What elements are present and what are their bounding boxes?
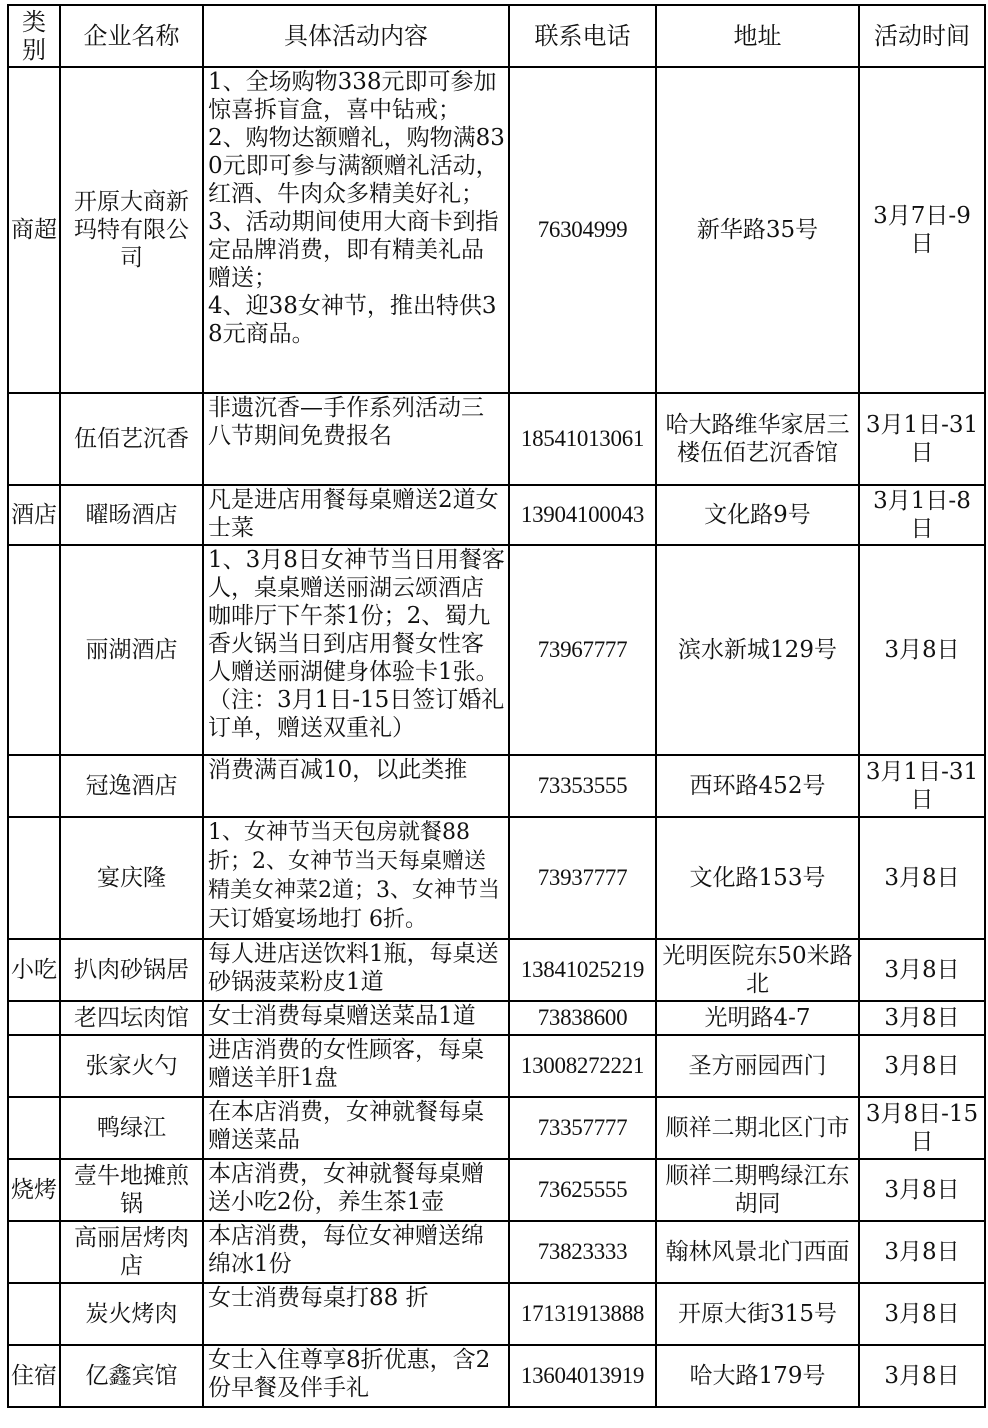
time-cell: 3月8日 (859, 939, 985, 1001)
table-row (8, 485, 985, 545)
table-row (8, 1345, 985, 1407)
table-row (8, 1097, 985, 1159)
time-cell: 3月8日 (859, 1345, 985, 1407)
content-cell: 在本店消费，女神就餐每桌赠送菜品 (203, 1097, 509, 1159)
content-cell: 1、3月8日女神节当日用餐客人，桌桌赠送丽湖云颂酒店咖啡厅下午茶1份；2、蜀九香火锅当日到店用餐女性客人赠送丽湖健身体验卡1张。（注：3月1日-15日签订婚礼订单，赠送双重礼） (203, 545, 509, 755)
phone-cell: 73823333 (509, 1221, 656, 1283)
company-cell: 鸭绿江 (60, 1097, 203, 1159)
company-cell: 壹牛地摊煎锅 (60, 1159, 203, 1221)
time-cell: 3月1日-31日 (859, 393, 985, 485)
content-cell: 本店消费，每位女神赠送绵绵冰1份 (203, 1221, 509, 1283)
phone-cell: 13604013919 (509, 1345, 656, 1407)
time-cell: 3月1日-8日 (859, 485, 985, 545)
header-content: 具体活动内容 (203, 5, 509, 67)
table-row (8, 1001, 985, 1035)
category-cell: 商超 (8, 67, 60, 393)
table-row (8, 545, 985, 755)
table-row (8, 393, 985, 485)
table-row (8, 67, 985, 393)
company-cell: 扒肉砂锅居 (60, 939, 203, 1001)
category-cell: 住宿 (8, 1345, 60, 1407)
time-cell: 3月8日 (859, 817, 985, 939)
company-cell: 张家火勺 (60, 1035, 203, 1097)
time-cell: 3月8日-15日 (859, 1097, 985, 1159)
table-row (8, 817, 985, 939)
header-time: 活动时间 (859, 5, 985, 67)
category-cell (8, 755, 60, 817)
address-cell: 顺祥二期北区门市 (656, 1097, 859, 1159)
address-cell: 哈大路维华家居三楼伍佰艺沉香馆 (656, 393, 859, 485)
company-cell: 伍佰艺沉香 (60, 393, 203, 485)
category-cell: 烧烤 (8, 1159, 60, 1221)
company-cell: 炭火烤肉 (60, 1283, 203, 1345)
company-cell: 开原大商新玛特有限公司 (60, 67, 203, 393)
header-row (8, 5, 985, 67)
phone-cell: 73625555 (509, 1159, 656, 1221)
address-cell: 新华路35号 (656, 67, 859, 393)
address-cell: 翰林风景北门西面 (656, 1221, 859, 1283)
company-cell: 曜旸酒店 (60, 485, 203, 545)
company-cell: 宴庆隆 (60, 817, 203, 939)
activity-table (7, 4, 986, 1408)
content-cell: 1、全场购物338元即可参加惊喜拆盲盒，喜中钻戒； 2、购物达额赠礼，购物满830元即可参与满额赠礼活动，红酒、牛肉众多精美好礼； 3、活动期间使用大商卡到指定品牌消费，即有精美礼品赠送； 4、迎38女神节，推出特供38元商品。 (203, 67, 509, 393)
category-cell (8, 1283, 60, 1345)
time-cell: 3月8日 (859, 1001, 985, 1035)
company-cell: 亿鑫宾馆 (60, 1345, 203, 1407)
category-cell: 酒店 (8, 485, 60, 545)
phone-cell: 73838600 (509, 1001, 656, 1035)
header-category: 类别 (8, 5, 60, 67)
phone-cell: 73937777 (509, 817, 656, 939)
content-cell: 消费满百减10，以此类推 (203, 755, 509, 817)
company-cell: 老四坛肉馆 (60, 1001, 203, 1035)
phone-cell: 13841025219 (509, 939, 656, 1001)
header-phone: 联系电话 (509, 5, 656, 67)
content-cell: 女士入住尊享8折优惠，含2份早餐及伴手礼 (203, 1345, 509, 1407)
time-cell: 3月8日 (859, 545, 985, 755)
time-cell: 3月8日 (859, 1283, 985, 1345)
address-cell: 西环路452号 (656, 755, 859, 817)
content-cell: 女士消费每桌赠送菜品1道 (203, 1001, 509, 1035)
content-cell: 凡是进店用餐每桌赠送2道女士菜 (203, 485, 509, 545)
address-cell: 哈大路179号 (656, 1345, 859, 1407)
header-company: 企业名称 (60, 5, 203, 67)
table-row (8, 1035, 985, 1097)
phone-cell: 73353555 (509, 755, 656, 817)
category-cell (8, 1221, 60, 1283)
phone-cell: 13008272221 (509, 1035, 656, 1097)
category-cell (8, 393, 60, 485)
header-address: 地址 (656, 5, 859, 67)
address-cell: 文化路153号 (656, 817, 859, 939)
address-cell: 光明医院东50米路北 (656, 939, 859, 1001)
phone-cell: 73357777 (509, 1097, 656, 1159)
address-cell: 圣方丽园西门 (656, 1035, 859, 1097)
time-cell: 3月7日-9日 (859, 67, 985, 393)
table-row (8, 939, 985, 1001)
phone-cell: 13904100043 (509, 485, 656, 545)
table-row (8, 1159, 985, 1221)
address-cell: 顺祥二期鸭绿江东胡同 (656, 1159, 859, 1221)
table-row (8, 755, 985, 817)
content-cell: 每人进店送饮料1瓶，每桌送砂锅菠菜粉皮1道 (203, 939, 509, 1001)
address-cell: 文化路9号 (656, 485, 859, 545)
category-cell (8, 817, 60, 939)
company-cell: 丽湖酒店 (60, 545, 203, 755)
company-cell: 冠逸酒店 (60, 755, 203, 817)
table-row (8, 1283, 985, 1345)
content-cell: 本店消费，女神就餐每桌赠送小吃2份，养生茶1壶 (203, 1159, 509, 1221)
phone-cell: 73967777 (509, 545, 656, 755)
content-cell: 女士消费每桌打88 折 (203, 1283, 509, 1345)
content-cell: 进店消费的女性顾客，每桌赠送羊肝1盘 (203, 1035, 509, 1097)
content-cell: 1、女神节当天包房就餐88折；2、女神节当天每桌赠送精美女神菜2道；3、女神节当天订婚宴场地打 6折。 (203, 817, 509, 939)
time-cell: 3月8日 (859, 1035, 985, 1097)
phone-cell: 76304999 (509, 67, 656, 393)
content-cell: 非遗沉香—手作系列活动三八节期间免费报名 (203, 393, 509, 485)
category-cell (8, 545, 60, 755)
phone-cell: 17131913888 (509, 1283, 656, 1345)
category-cell (8, 1097, 60, 1159)
time-cell: 3月8日 (859, 1159, 985, 1221)
company-cell: 高丽居烤肉店 (60, 1221, 203, 1283)
address-cell: 光明路4-7 (656, 1001, 859, 1035)
time-cell: 3月1日-31日 (859, 755, 985, 817)
phone-cell: 18541013061 (509, 393, 656, 485)
address-cell: 开原大街315号 (656, 1283, 859, 1345)
table-row (8, 1221, 985, 1283)
category-cell: 小吃 (8, 939, 60, 1001)
category-cell (8, 1001, 60, 1035)
category-cell (8, 1035, 60, 1097)
time-cell: 3月8日 (859, 1221, 985, 1283)
address-cell: 滨水新城129号 (656, 545, 859, 755)
